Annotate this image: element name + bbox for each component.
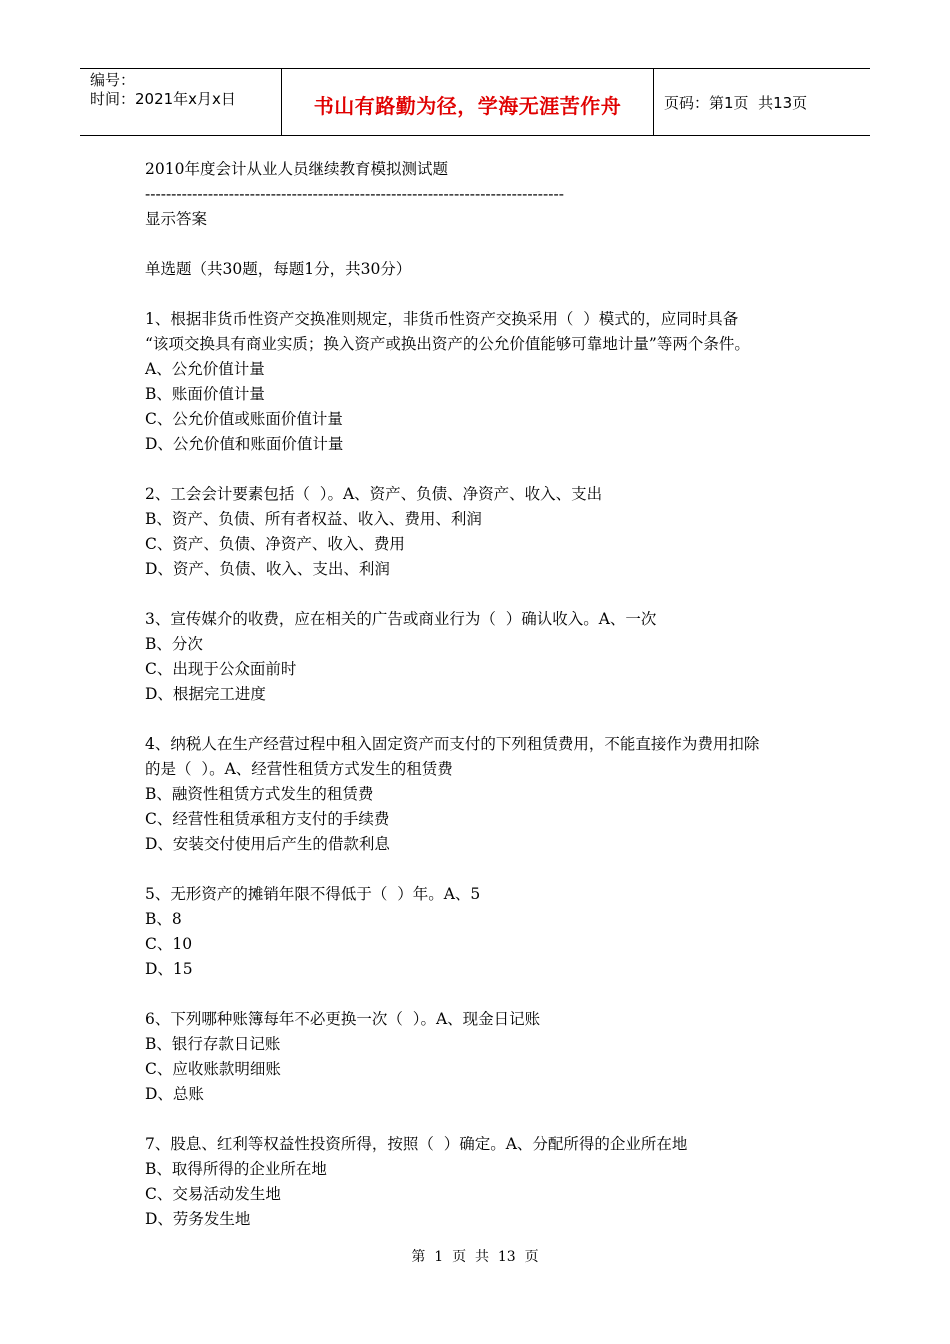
question-line: D、根据完工进度 [145, 685, 266, 703]
question-line: D、公允价值和账面价值计量 [145, 435, 344, 453]
question-line: D、安装交付使用后产生的借款利息 [145, 835, 390, 853]
header-motto-cell [282, 69, 654, 135]
question-block [145, 1007, 825, 1107]
question-block [145, 482, 825, 582]
question-line: B、资产、负债、所有者权益、收入、费用、利润 [145, 510, 482, 528]
question-stem: 4、纳税人在生产经营过程中租入固定资产而支付的下列租赁费用，不能直接作为费用扣除 [145, 735, 760, 753]
document-title: 2010年度会计从业人员继续教育模拟测试题 [145, 160, 448, 178]
motto: 书山有路勤为径，学海无涯苦作舟 [313, 93, 622, 118]
question-line: B、融资性租赁方式发生的租赁费 [145, 785, 374, 803]
spacer [145, 707, 825, 732]
question-line: D、劳务发生地 [145, 1210, 251, 1228]
question-stem: 2、工会会计要素包括（ ）。A、资产、负债、净资产、收入、支出 [145, 485, 603, 503]
serial-label: 编号： [90, 71, 136, 89]
question-block [145, 607, 825, 707]
header-meta-cell [80, 69, 282, 135]
page-header [80, 68, 870, 136]
question-stem: 1、根据非货币性资产交换准则规定，非货币性资产交换采用（ ）模式的，应同时具备 [145, 310, 739, 328]
question-line: A、公允价值计量 [145, 360, 265, 378]
time-label: 时间：2021年x月x日 [90, 90, 236, 108]
spacer [145, 282, 825, 307]
question-line: D、总账 [145, 1085, 204, 1103]
question-line: C、出现于公众面前时 [145, 660, 297, 678]
divider-line: -------------------------------------------------------------------------------- [145, 185, 564, 203]
question-line: D、15 [145, 960, 193, 978]
header-page-cell [654, 69, 870, 135]
spacer [145, 232, 825, 257]
question-line: C、10 [145, 935, 193, 953]
question-line: B、取得所得的企业所在地 [145, 1160, 327, 1178]
show-answer-link[interactable]: 显示答案 [145, 210, 208, 228]
spacer [145, 982, 825, 1007]
question-stem: 6、下列哪种账簿每年不必更换一次（ ）。A、现金日记账 [145, 1010, 541, 1028]
question-line: B、银行存款日记账 [145, 1035, 281, 1053]
question-line: C、公允价值或账面价值计量 [145, 410, 343, 428]
question-line: C、经营性租赁承租方支付的手续费 [145, 810, 390, 828]
question-stem: 5、无形资产的摊销年限不得低于（ ）年。A、5 [145, 885, 481, 903]
document-body [145, 157, 825, 1232]
spacer [145, 582, 825, 607]
question-block [145, 307, 825, 457]
question-block [145, 882, 825, 982]
question-block [145, 1132, 825, 1232]
question-line: C、交易活动发生地 [145, 1185, 281, 1203]
question-line: C、应收账款明细账 [145, 1060, 281, 1078]
question-block [145, 732, 825, 857]
question-stem: 3、宣传媒介的收费，应在相关的广告或商业行为（ ）确认收入。A、一次 [145, 610, 657, 628]
spacer [145, 457, 825, 482]
question-list [145, 282, 825, 1232]
question-line: B、8 [145, 910, 182, 928]
question-line: B、分次 [145, 635, 203, 653]
footer-page-number: 第 1 页 共 13 页 [411, 1249, 539, 1265]
question-line: “该项交换具有商业实质；换入资产或换出资产的公允价值能够可靠地计量”等两个条件。 [145, 335, 750, 353]
page-label: 页码：第1页 共13页 [664, 93, 808, 112]
spacer [145, 857, 825, 882]
question-stem: 7、股息、红利等权益性投资所得，按照（ ）确定。A、分配所得的企业所在地 [145, 1135, 688, 1153]
section-heading: 单选题（共30题，每题1分，共30分） [145, 260, 412, 278]
question-line: B、账面价值计量 [145, 385, 265, 403]
spacer [145, 1107, 825, 1132]
question-line: 的是（ ）。A、经营性租赁方式发生的租赁费 [145, 760, 453, 778]
question-line: D、资产、负债、收入、支出、利润 [145, 560, 390, 578]
page-footer [0, 1246, 950, 1266]
question-line: C、资产、负债、净资产、收入、费用 [145, 535, 405, 553]
